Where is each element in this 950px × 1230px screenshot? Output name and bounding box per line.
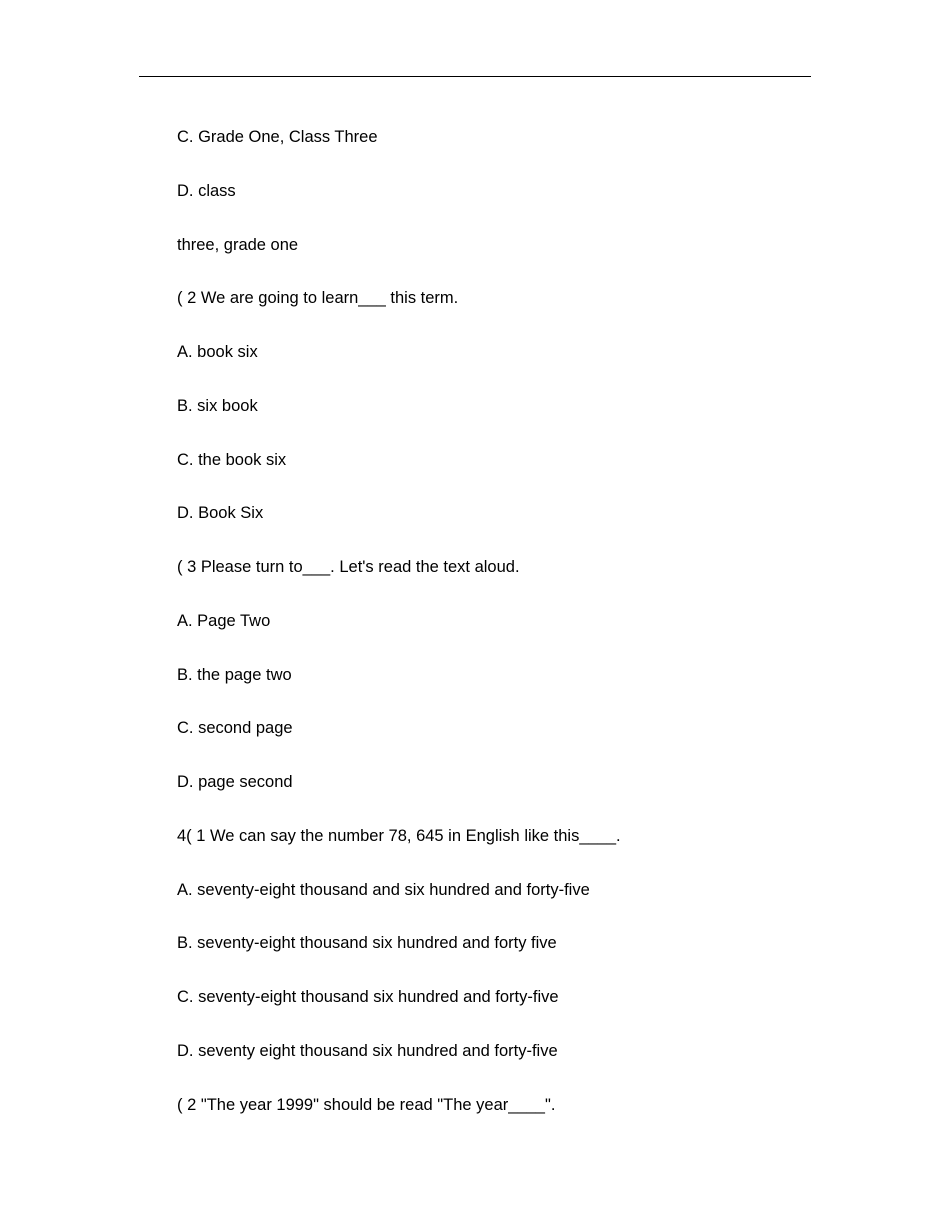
option-d-line: D. class: [177, 181, 236, 200]
option-d-continuation-line: three, grade one: [177, 235, 299, 254]
option-c-line: C. seventy-eight thousand six hundred and forty-five: [177, 988, 559, 1006]
option-d-line: D. Book Six: [177, 504, 264, 523]
option-a-line: A. Page Two: [177, 611, 271, 630]
option-b-line: B. the page two: [177, 665, 292, 684]
option-a-line: A. book six: [177, 343, 258, 361]
question-4-1-line: 4( 1 We can say the number 78, 645 in English like this____.: [177, 826, 621, 845]
option-d-line: D. page second: [177, 773, 293, 791]
option-c-line: C. the book six: [177, 450, 287, 469]
question-3-line: ( 3 Please turn to___. Let's read the text aloud.: [177, 558, 520, 576]
option-c-line: C. second page: [177, 719, 293, 738]
question-2-line: ( 2 We are going to learn___ this term.: [177, 289, 459, 308]
option-d-line: D. seventy eight thousand six hundred and forty-five: [177, 1041, 558, 1060]
option-a-line: A. seventy-eight thousand and six hundred and forty-five: [177, 880, 590, 899]
question-4-2-line: ( 2 "The year 1999" should be read "The year____".: [177, 1095, 556, 1114]
document-body: [177, 127, 817, 1148]
option-c-line: C. Grade One, Class Three: [177, 128, 378, 146]
option-b-line: B. six book: [177, 396, 258, 415]
header-rule: [139, 76, 811, 77]
option-b-line: B. seventy-eight thousand six hundred and forty five: [177, 934, 557, 953]
